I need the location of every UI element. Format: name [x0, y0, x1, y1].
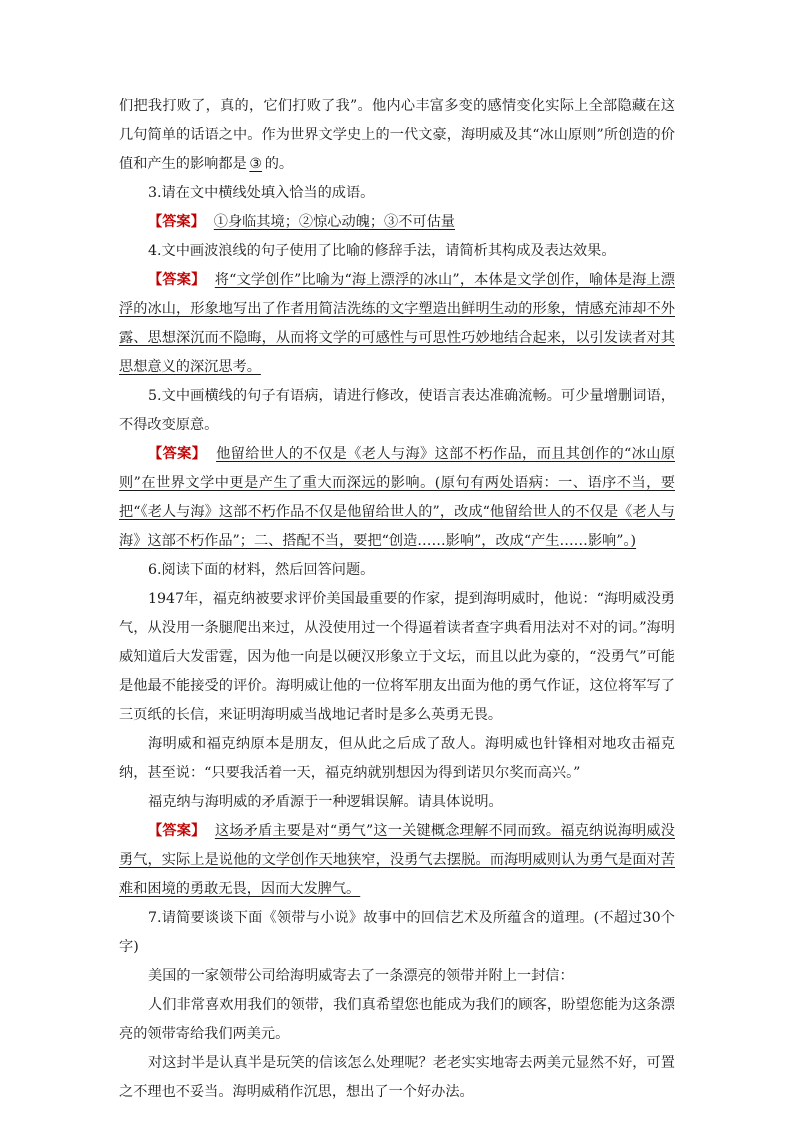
answer-3-text: ①身临其境；②惊心动魄；③不可估量: [213, 214, 455, 230]
question-4: 4.文中画波浪线的句子使用了比喻的修辞手法，请简析其构成及表达效果。: [148, 243, 616, 259]
answer-label: 【答案】: [148, 823, 206, 839]
answer-5: [119, 440, 675, 556]
material-paragraph-1: 1947年，福克纳被要求评价美国最重要的作家，提到海明威时，他说：“海明威没勇气，从没用一条腿爬出来过，从没使用过一个得逼着读者查字典看用法对不对的词。”海明威知道后大发雷霆，因为他一向是以硬汉形象立于文坛，而且以此为豪的，“没勇气”可能是他最不能接受的评价。海明威让他的一位将军朋友出面为他的勇气作证，这位将军写了三页纸的长信，来证明海明威当战地记者时是多么英勇无畏。: [119, 591, 675, 723]
story-paragraph-3: 对这封半是认真半是玩笑的信该怎么处理呢？老老实实地寄去两美元显然不好，可置之不理也不妥当。海明威稍作沉思，想出了一个好办法。: [119, 1055, 675, 1100]
answer-4-text: 将“文学创作”比喻为“海上漂浮的冰山”，本体是文学创作，喻体是海上漂浮的冰山，形象地写出了作者用简洁洗练的文字塑造出鲜明生动的形象，情感充沛却不外露、思想深沉而不隐晦，从而将文学的可感性与可思性巧妙地结合起来，以引发读者对其思想意义的深沉思考。: [119, 272, 675, 375]
answer-3: [119, 208, 675, 237]
page-content: [119, 92, 675, 1107]
answer-5-text: 他留给世人的不仅是《老人与海》这部不朽作品，而且其创作的“冰山原则”在世界文学中更是产生了重大而深远的影响。(原句有两处语病：一、语序不当，要把“《老人与海》这部不朽作品不仅是他留给世人的”，改成“他留给世人的不仅是《老人与海》这部不朽作品”；二、搭配不当，要把“创造……影响”，改成“产生……影响”。): [119, 446, 675, 549]
story-paragraph-1: 美国的一家领带公司给海明威寄去了一条漂亮的领带并附上一封信：: [148, 968, 574, 984]
question-6-prompt: 福克纳与海明威的矛盾源于一种逻辑误解。请具体说明。: [148, 794, 503, 810]
answer-4: [119, 266, 675, 382]
answer-6-text: 这场矛盾主要是对“勇气”这一关键概念理解不同而致。福克纳说海明威没勇气，实际上是说他的文学创作天地狭窄，没勇气去摆脱。而海明威则认为勇气是面对苦难和困境的勇敢无畏，因而大发脾气。: [119, 823, 675, 897]
answer-label: 【答案】: [148, 272, 206, 288]
answer-6: [119, 817, 675, 904]
material-paragraph-2: 海明威和福克纳原本是朋友，但从此之后成了敌人。海明威也针锋相对地攻击福克纳，甚至说：“只要我活着一天，福克纳就别想因为得到诺贝尔奖而高兴。”: [119, 736, 675, 781]
question-6: 6.阅读下面的材料，然后回答问题。: [148, 562, 375, 578]
story-paragraph-2: 人们非常喜欢用我们的领带，我们真希望您也能成为我们的顾客，盼望您能为这条漂亮的领带寄给我们两美元。: [119, 997, 675, 1042]
question-5: 5.文中画横线的句子有语病，请进行修改，使语言表达准确流畅。可少量增删词语，不得改变原意。: [119, 388, 675, 433]
blank-3: ③: [249, 156, 263, 172]
question-3: 3.请在文中横线处填入恰当的成语。: [148, 185, 375, 201]
passage-ending: 们把我打败了，真的，它们打败了我”。他内心丰富多变的感情变化实际上全部隐藏在这几句简单的话语之中。作为世界文学史上的一代文豪，海明威及其“冰山原则”所创造的价值和产生的影响都是 ③ 的。: [119, 92, 675, 179]
question-7: 7.请简要谈谈下面《领带与小说》故事中的回信艺术及所蕴含的道理。(不超过30个字): [119, 910, 675, 955]
answer-label: 【答案】: [148, 446, 207, 462]
answer-label: 【答案】: [148, 214, 205, 230]
